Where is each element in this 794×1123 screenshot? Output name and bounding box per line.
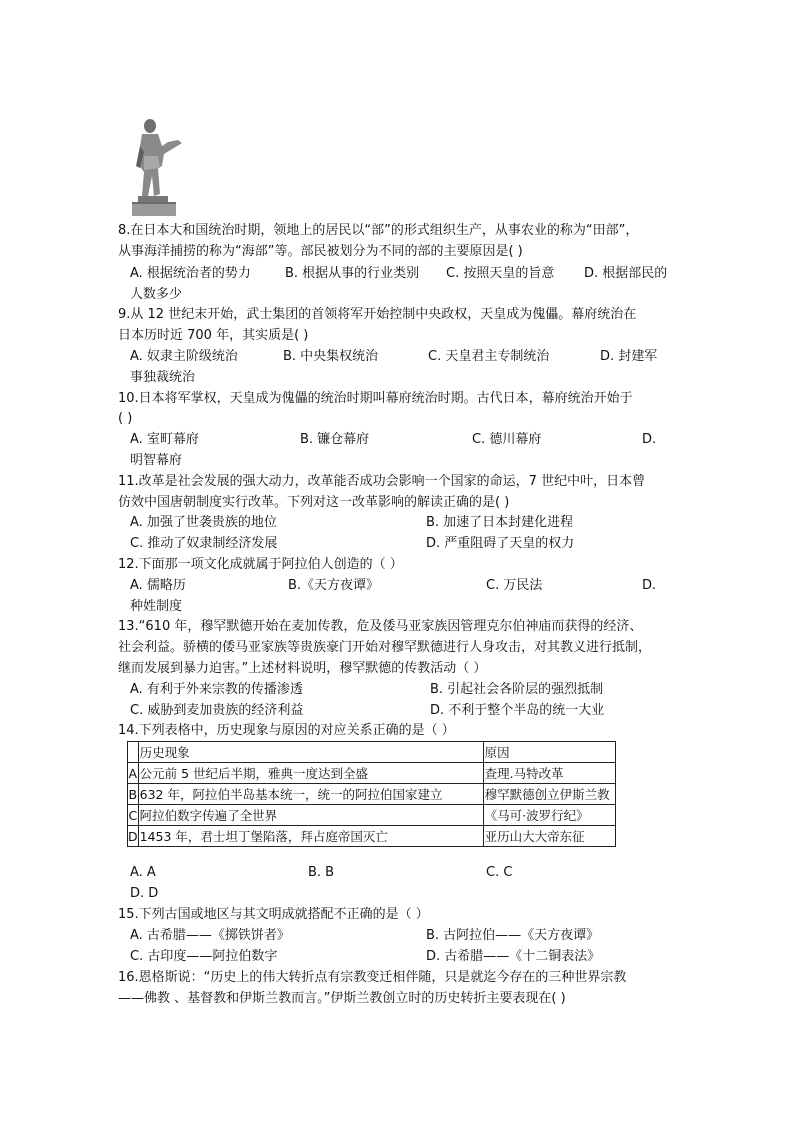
table-cell: 阿拉伯数字传遍了全世界 [138, 805, 483, 826]
q12-option-b[interactable]: B.《天方夜谭》 [288, 578, 380, 593]
q13-stem-line2: 社会利益。骄横的倭马亚家族等贵族豪门开始对穆罕默德进行人身攻击，对其教义进行抵制， [118, 640, 652, 655]
table-row [128, 763, 616, 784]
q15-option-a[interactable]: A. 古希腊——《掷铁饼者》 [130, 928, 290, 943]
q14-stem-line1: 14.下列表格中，历史现象与原因的对应关系正确的是（ ） [118, 723, 455, 738]
q12-option-d-cont: 种姓制度 [130, 599, 183, 614]
table-row [128, 805, 616, 826]
row-label: D [128, 826, 139, 847]
q15-option-c[interactable]: C. 古印度——阿拉伯数字 [130, 949, 278, 964]
q15-stem-line1: 15.下列古国或地区与其文明成就搭配不正确的是（ ） [118, 907, 429, 922]
q8-option-b[interactable]: B. 根据从事的行业类别 [285, 266, 420, 281]
table-cell: 632 年，阿拉伯半岛基本统一，统一的阿拉伯国家建立 [138, 784, 483, 805]
q8-option-c[interactable]: C. 按照天皇的旨意 [446, 266, 555, 281]
q12-option-c[interactable]: C. 万民法 [486, 578, 543, 593]
table-header-row [128, 742, 616, 763]
q10-stem-line2: ( ) [118, 411, 133, 426]
q10-option-b[interactable]: B. 镰仓幕府 [300, 432, 370, 447]
caesar-statue-image [128, 116, 186, 218]
q11-stem-line2: 仿效中国唐朝制度实行改革。下列对这一改革影响的解读正确的是( ) [118, 495, 510, 510]
q14-option-c[interactable]: C. C [486, 865, 513, 880]
table-row [128, 826, 616, 847]
q9-option-b[interactable]: B. 中央集权统治 [283, 349, 379, 364]
q11-option-b[interactable]: B. 加速了日本封建化进程 [426, 515, 574, 530]
table-cell: 亚历山大大帝东征 [483, 826, 615, 847]
table-cell: 1453 年，君士坦丁堡陷落，拜占庭帝国灭亡 [138, 826, 483, 847]
q8-option-d-cont: 人数多少 [130, 287, 183, 302]
q14-option-a[interactable]: A. A [130, 865, 156, 880]
table-cell: 公元前 5 世纪后半期，雅典一度达到全盛 [138, 763, 483, 784]
q9-option-d[interactable]: D. 封建军 [600, 349, 658, 364]
q9-option-a[interactable]: A. 奴隶主阶级统治 [130, 349, 238, 364]
q16-stem-line1: 16.恩格斯说：“历史上的伟大转折点有宗教变迁相伴随，只是就迄今存在的三种世界宗教 [118, 970, 627, 985]
q10-option-a[interactable]: A. 室町幕府 [130, 432, 199, 447]
q15-option-b[interactable]: B. 古阿拉伯——《天方夜谭》 [426, 928, 600, 943]
table-row [128, 784, 616, 805]
q10-option-c[interactable]: C. 德川幕府 [472, 432, 542, 447]
q10-option-d[interactable]: D. [642, 432, 657, 447]
q15-option-d[interactable]: D. 古希腊——《十二铜表法》 [426, 949, 601, 964]
table-header-cell [128, 742, 139, 763]
q9-option-d-cont: 事独裁统治 [130, 370, 196, 385]
q11-option-d[interactable]: D. 严重阻碍了天皇的权力 [426, 536, 575, 551]
table-cell: 查理.马特改革 [483, 763, 615, 784]
row-label: B [128, 784, 139, 805]
q14-option-b[interactable]: B. B [308, 865, 335, 880]
table-cell: 《马可·波罗行纪》 [483, 805, 615, 826]
table-cell: 穆罕默德创立伊斯兰教 [483, 784, 615, 805]
table-header-cell: 历史现象 [138, 742, 483, 763]
q8-stem-line1: 8.在日本大和国统治时期，领地上的居民以“部”的形式组织生产，从事农业的称为“田部”， [118, 223, 639, 238]
q10-stem-line1: 10.日本将军掌权，天皇成为傀儡的统治时期叫幕府统治时期。古代日本，幕府统治开始于 [118, 391, 633, 406]
q9-stem-line2: 日本历时近 700 年，其实质是( ) [118, 328, 309, 343]
q13-option-c[interactable]: C. 威胁到麦加贵族的经济利益 [130, 703, 304, 718]
q12-option-a[interactable]: A. 儒略历 [130, 578, 186, 593]
q8-option-a[interactable]: A. 根据统治者的势力 [130, 266, 251, 281]
q9-stem-line1: 9.从 12 世纪末开始，武士集团的首领将军开始控制中央政权，天皇成为傀儡。幕府统治在 [118, 307, 637, 322]
q10-option-d-cont: 明智幕府 [130, 453, 183, 468]
q13-stem-line3: 继而发展到暴力迫害。”上述材料说明，穆罕默德的传教活动（ ） [118, 661, 487, 676]
q11-option-a[interactable]: A. 加强了世袭贵族的地位 [130, 515, 277, 530]
q14-option-d[interactable]: D. D [130, 886, 159, 901]
q11-option-c[interactable]: C. 推动了奴隶制经济发展 [130, 536, 278, 551]
q13-option-b[interactable]: B. 引起社会各阶层的强烈抵制 [430, 682, 604, 697]
q14-table [127, 741, 616, 847]
q9-option-c[interactable]: C. 天皇君主专制统治 [428, 349, 550, 364]
q13-option-d[interactable]: D. 不利于整个半岛的统一大业 [430, 703, 605, 718]
q8-stem-line2: 从事海洋捕捞的称为“海部”等。部民被划分为不同的部的主要原因是( ) [118, 244, 523, 259]
table-header-cell: 原因 [483, 742, 615, 763]
q12-stem-line1: 12.下面那一项文化成就属于阿拉伯人创造的（ ） [118, 557, 403, 572]
q16-stem-line2: ——佛教 、基督教和伊斯兰教而言。”伊斯兰教创立时的历史转折主要表现在( ) [118, 991, 566, 1006]
q8-option-d[interactable]: D. 根据部民的 [584, 266, 668, 281]
q11-stem-line1: 11.改革是社会发展的强大动力，改革能否成功会影响一个国家的命运，7 世纪中叶，日本曾 [118, 474, 646, 489]
q12-option-d[interactable]: D. [642, 578, 657, 593]
row-label: A [128, 763, 139, 784]
q13-stem-line1: 13.“610 年，穆罕默德开始在麦加传教，危及倭马亚家族因管理克尔伯神庙而获得的经济、 [118, 619, 643, 634]
row-label: C [128, 805, 139, 826]
q13-option-a[interactable]: A. 有利于外来宗教的传播渗透 [130, 682, 303, 697]
